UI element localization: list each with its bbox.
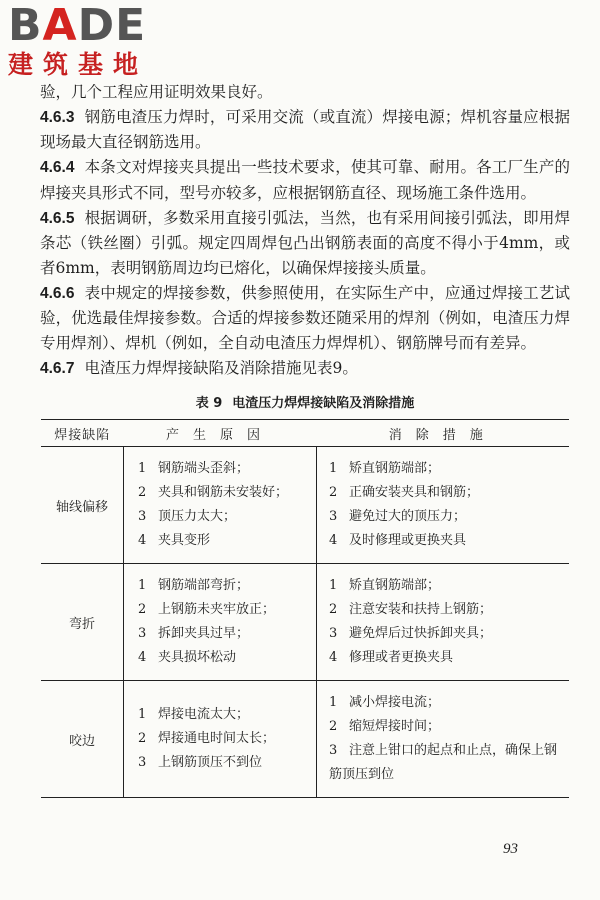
bade-logo — [8, 0, 178, 80]
measure-cell — [317, 681, 570, 798]
table-row — [41, 564, 569, 681]
clause-number: 4.6.5 — [40, 209, 75, 227]
list-item: 3 避免过大的顶压力； — [329, 509, 467, 525]
document-body — [40, 76, 570, 798]
defect-cell: 弯折 — [41, 564, 124, 681]
list-item: 2 上钢筋未夹牢放正； — [138, 602, 276, 618]
table-title: 电渣压力焊焊接缺陷及消除措施 — [232, 396, 415, 412]
list-item: 1 减小焊接电流； — [329, 695, 441, 711]
measure-cell — [317, 447, 570, 564]
list-item: 2 缩短焊接时间； — [329, 719, 441, 735]
header-defect: 焊接缺陷 — [41, 420, 124, 447]
list-item: 2 夹具和钢筋未安装好； — [138, 485, 289, 501]
paragraph-4-6-7: 4.6.7 电渣压力焊焊接缺陷及消除措施见表9。 — [40, 358, 358, 377]
list-item: 4 夹具变形 — [138, 533, 211, 549]
table-row — [41, 681, 569, 798]
table-row — [41, 447, 569, 564]
list-item: 2 焊接通电时间太长； — [138, 731, 276, 747]
list-item: 1 钢筋端头歪斜； — [138, 461, 250, 477]
list-item: 1 矫直钢筋端部； — [329, 461, 441, 477]
clause-number: 4.6.6 — [40, 284, 75, 302]
defect-cell: 轴线偏移 — [41, 447, 124, 564]
list-item: 3 顶压力太大； — [138, 509, 237, 525]
header-cause: 产生原因 — [124, 420, 317, 447]
clause-number: 4.6.7 — [40, 359, 75, 377]
list-item: 4 夹具损坏松动 — [138, 650, 237, 666]
page-number: 93 — [503, 841, 518, 857]
list-item: 3 避免焊后过快拆卸夹具； — [329, 626, 493, 642]
list-item: 1 矫直钢筋端部； — [329, 578, 441, 594]
table-header-row — [41, 420, 569, 447]
logo-brand: BADE — [8, 0, 147, 51]
measure-cell — [317, 564, 570, 681]
paragraph-4-6-5: 4.6.5 根据调研，多数采用直接引弧法，当然，也有采用间接引弧法，即用焊条芯（铁丝圈）引弧。规定四周焊包凸出钢筋表面的高度不得小于4mm，或者6mm，表明钢筋周边均已熔化，以确保焊接接头质量。 — [40, 208, 570, 277]
table-caption — [40, 392, 570, 411]
cause-cell — [124, 564, 317, 681]
list-item: 4 修理或者更换夹具 — [329, 650, 454, 666]
list-item: 1 钢筋端部弯折； — [138, 578, 250, 594]
list-item: 3 注意上钳口的起点和止点，确保上钢筋顶压到位 — [329, 743, 558, 783]
list-item: 3 上钢筋顶压不到位 — [138, 755, 263, 771]
header-measure: 消除措施 — [317, 420, 570, 447]
cause-cell — [124, 681, 317, 798]
clause-number: 4.6.4 — [40, 159, 75, 177]
cause-cell — [124, 447, 317, 564]
defects-table — [41, 419, 569, 798]
list-item: 2 注意安装和扶持上钢筋； — [329, 602, 493, 618]
list-item: 4 及时修理或更换夹具 — [329, 533, 467, 549]
list-item: 3 拆卸夹具过早； — [138, 626, 250, 642]
paragraph-4-6-6: 4.6.6 表中规定的焊接参数，供参照使用，在实际生产中，应通过焊接工艺试验，优选最佳焊接参数。合适的焊接参数还随采用的焊剂（例如，电渣压力焊专用焊剂）、焊机（例如，全自动电渣压力焊焊机）、钢筋牌号而有差异。 — [40, 283, 570, 353]
paragraph-continuation: 验，几个工程应用证明效果良好。 — [40, 83, 273, 101]
table-number: 表 9 — [195, 396, 223, 412]
list-item: 1 焊接电流太大； — [138, 707, 250, 723]
paragraph-4-6-4: 4.6.4 本条文对焊接夹具提出一些技术要求，使其可靠、耐用。各工厂生产的焊接夹具形式不同，型号亦较多，应根据钢筋直径、现场施工条件选用。 — [40, 158, 570, 202]
paragraph-4-6-3: 4.6.3 钢筋电渣压力焊时，可采用交流（或直流）焊接电源；焊机容量应根据现场最大直径钢筋选用。 — [40, 107, 570, 152]
clause-number: 4.6.3 — [40, 108, 75, 126]
logo-subtitle: 建筑基地 — [8, 50, 149, 79]
defect-cell: 咬边 — [41, 681, 124, 798]
list-item: 2 正确安装夹具和钢筋； — [329, 485, 480, 501]
